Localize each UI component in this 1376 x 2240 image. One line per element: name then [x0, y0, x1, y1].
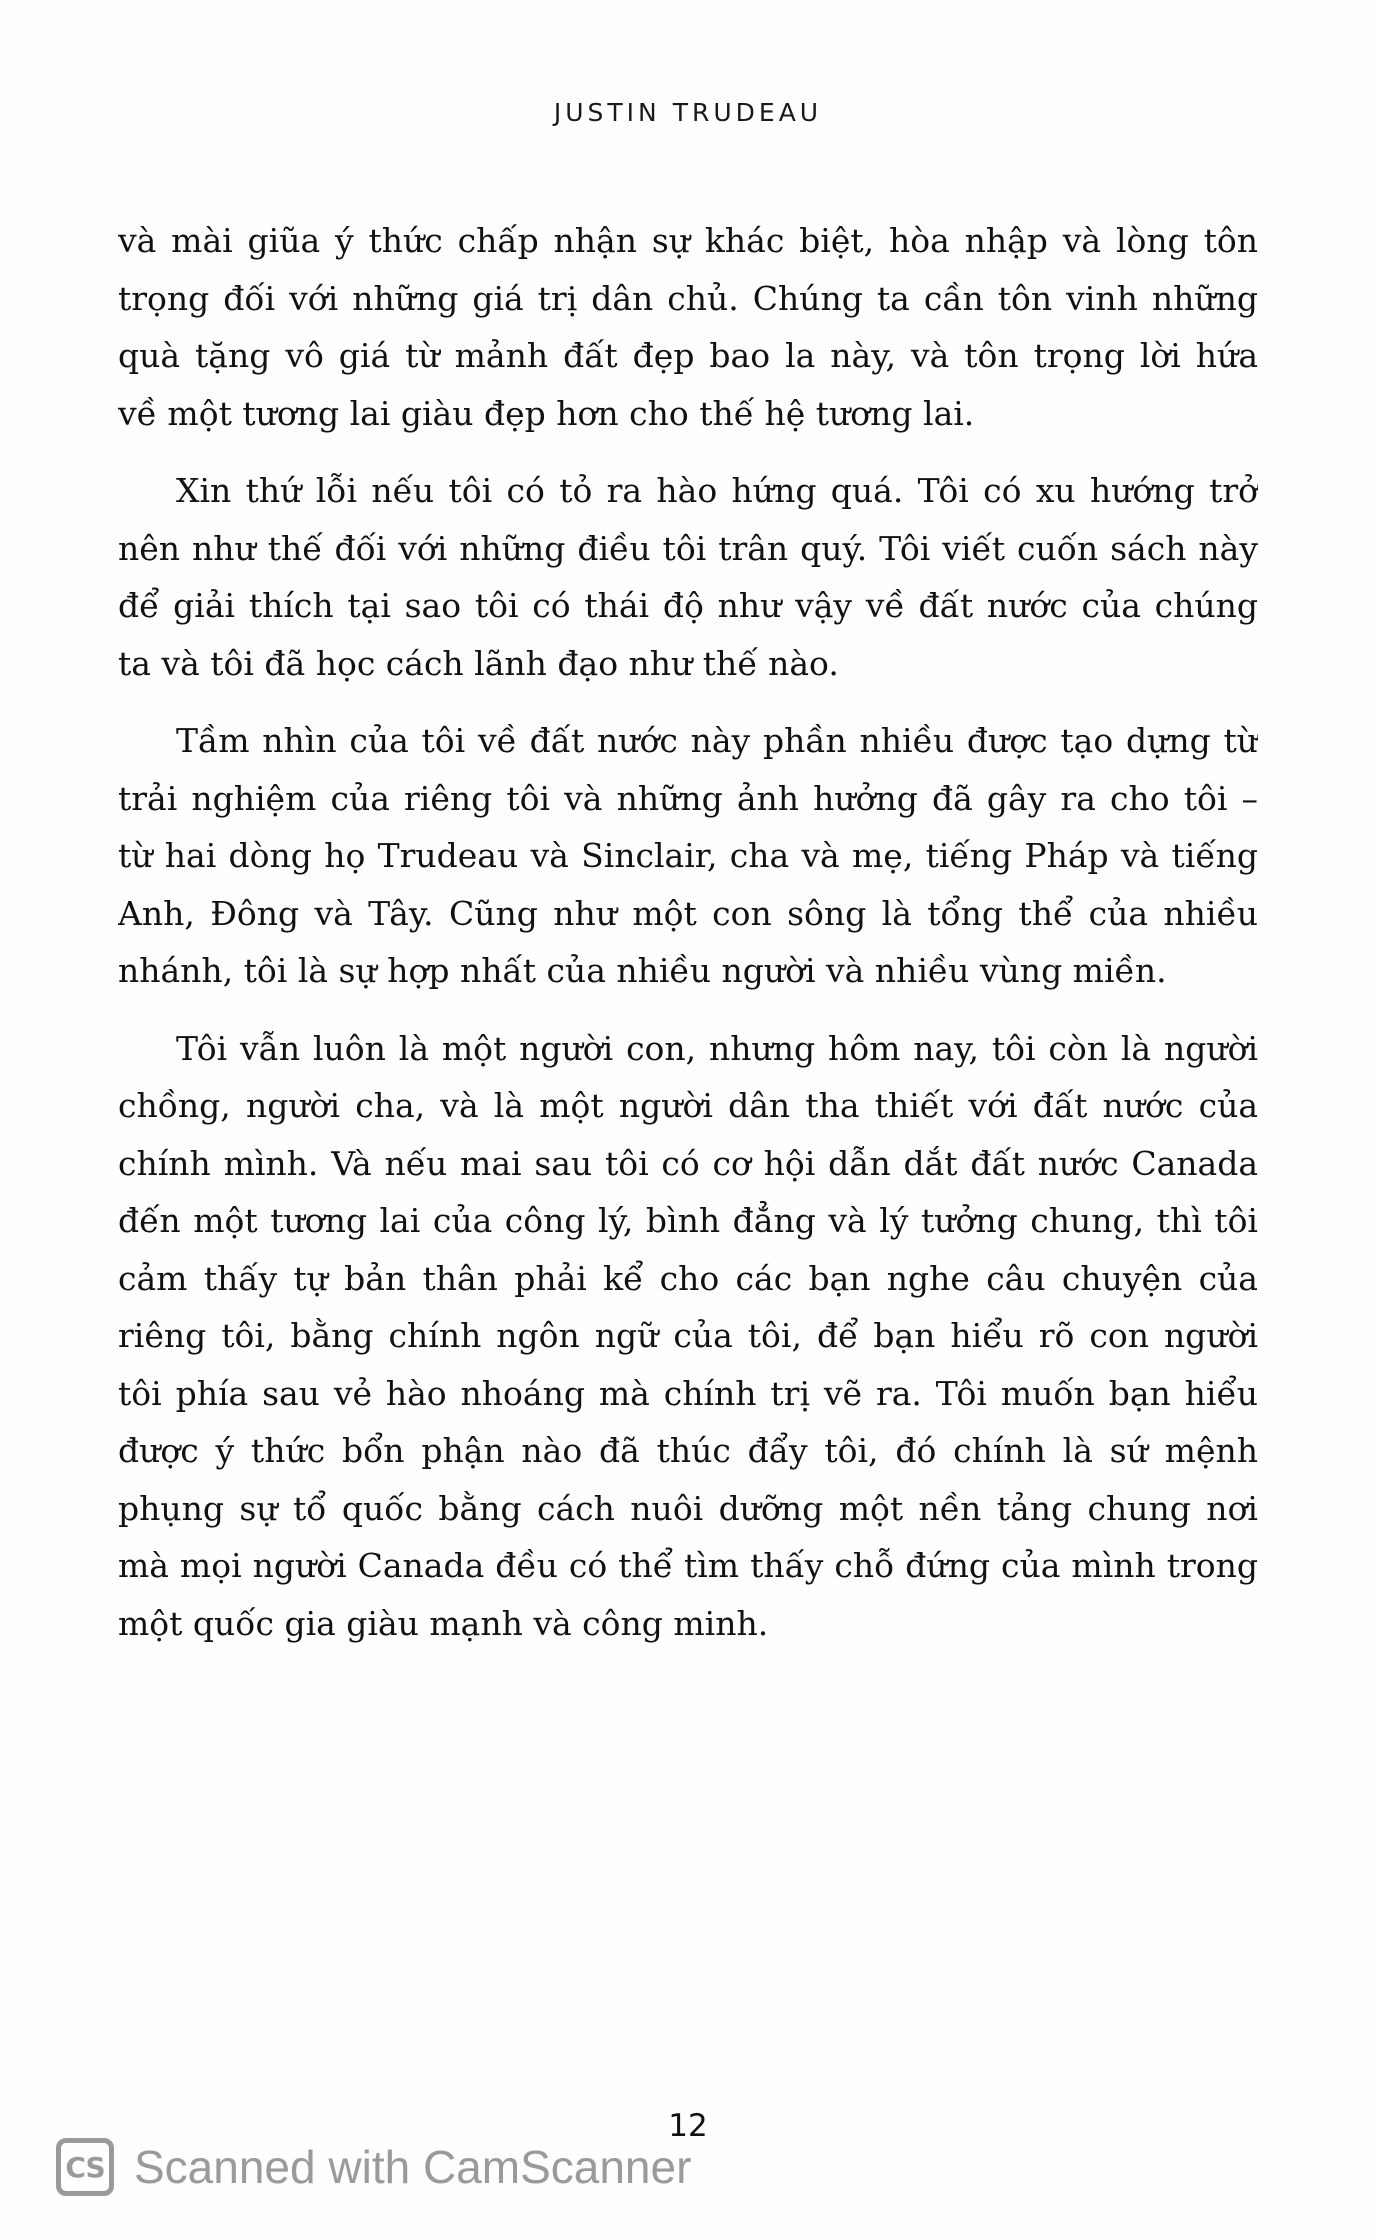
text-line: chồng, người cha, và là một người dân tha thiết với đất nước của	[118, 1086, 1258, 1125]
text-line: trọng đối với những giá trị dân chủ. Chúng ta cần tôn vinh những	[118, 278, 1258, 318]
text-line: một quốc gia giàu mạnh và công minh.	[118, 1603, 769, 1643]
text-line: cảm thấy tự bản thân phải kể cho các bạn nghe câu chuyện của	[118, 1258, 1258, 1298]
running-head: JUSTIN TRUDEAU	[553, 98, 823, 127]
text-line: quà tặng vô giá từ mảnh đất đẹp bao la này, và tôn trọng lời hứa	[118, 336, 1258, 375]
text-line: để giải thích tại sao tôi có thái độ như vậy về đất nước của chúng	[118, 586, 1258, 625]
page-number: 12	[668, 2108, 708, 2144]
body-text	[118, 212, 1258, 1672]
watermark-text: Scanned with CamScanner	[134, 2141, 692, 2193]
text-line: chính mình. Và nếu mai sau tôi có cơ hội dẫn dắt đất nước Canada	[118, 1143, 1258, 1183]
text-line: riêng tôi, bằng chính ngôn ngữ của tôi, để bạn hiểu rõ con người	[118, 1316, 1258, 1355]
paragraph	[118, 712, 1258, 1000]
text-line: từ hai dòng họ Trudeau và Sinclair, cha và mẹ, tiếng Pháp và tiếng	[118, 836, 1258, 875]
text-line: Tầm nhìn của tôi về đất nước này phần nhiều được tạo dựng từ	[176, 721, 1258, 760]
text-line: đến một tương lai của công lý, bình đẳng và lý tưởng chung, thì tôi	[118, 1201, 1258, 1240]
text-line: Anh, Đông và Tây. Cũng như một con sông là tổng thể của nhiều	[118, 893, 1258, 933]
text-line: ta và tôi đã học cách lãnh đạo như thế nào.	[118, 643, 839, 683]
text-line: Tôi vẫn luôn là một người con, nhưng hôm nay, tôi còn là người	[176, 1028, 1258, 1068]
text-line: về một tương lai giàu đẹp hơn cho thế hệ tương lai.	[118, 393, 975, 433]
text-line: được ý thức bổn phận nào đã thúc đẩy tôi, đó chính là sứ mệnh	[118, 1431, 1258, 1470]
paragraph	[118, 212, 1258, 442]
text-line: mà mọi người Canada đều có thể tìm thấy chỗ đứng của mình trong	[118, 1546, 1258, 1585]
text-line: nên như thế đối với những điều tôi trân quý. Tôi viết cuốn sách này	[118, 528, 1258, 568]
text-line: trải nghiệm của riêng tôi và những ảnh hưởng đã gây ra cho tôi –	[118, 778, 1258, 818]
text-line: phụng sự tổ quốc bằng cách nuôi dưỡng một nền tảng chung nơi	[118, 1488, 1258, 1528]
paragraph	[118, 462, 1258, 692]
text-line: Xin thứ lỗi nếu tôi có tỏ ra hào hứng quá. Tôi có xu hướng trở	[176, 471, 1258, 510]
text-line: và mài giũa ý thức chấp nhận sự khác biệt, hòa nhập và lòng tôn	[118, 221, 1258, 260]
text-line: nhánh, tôi là sự hợp nhất của nhiều người và nhiều vùng miền.	[118, 951, 1167, 990]
camscanner-watermark	[56, 2135, 691, 2199]
paragraph	[118, 1020, 1258, 1653]
text-line: tôi phía sau vẻ hào nhoáng mà chính trị vẽ ra. Tôi muốn bạn hiểu	[118, 1373, 1258, 1413]
camscanner-logo-icon: CS	[56, 2138, 114, 2196]
